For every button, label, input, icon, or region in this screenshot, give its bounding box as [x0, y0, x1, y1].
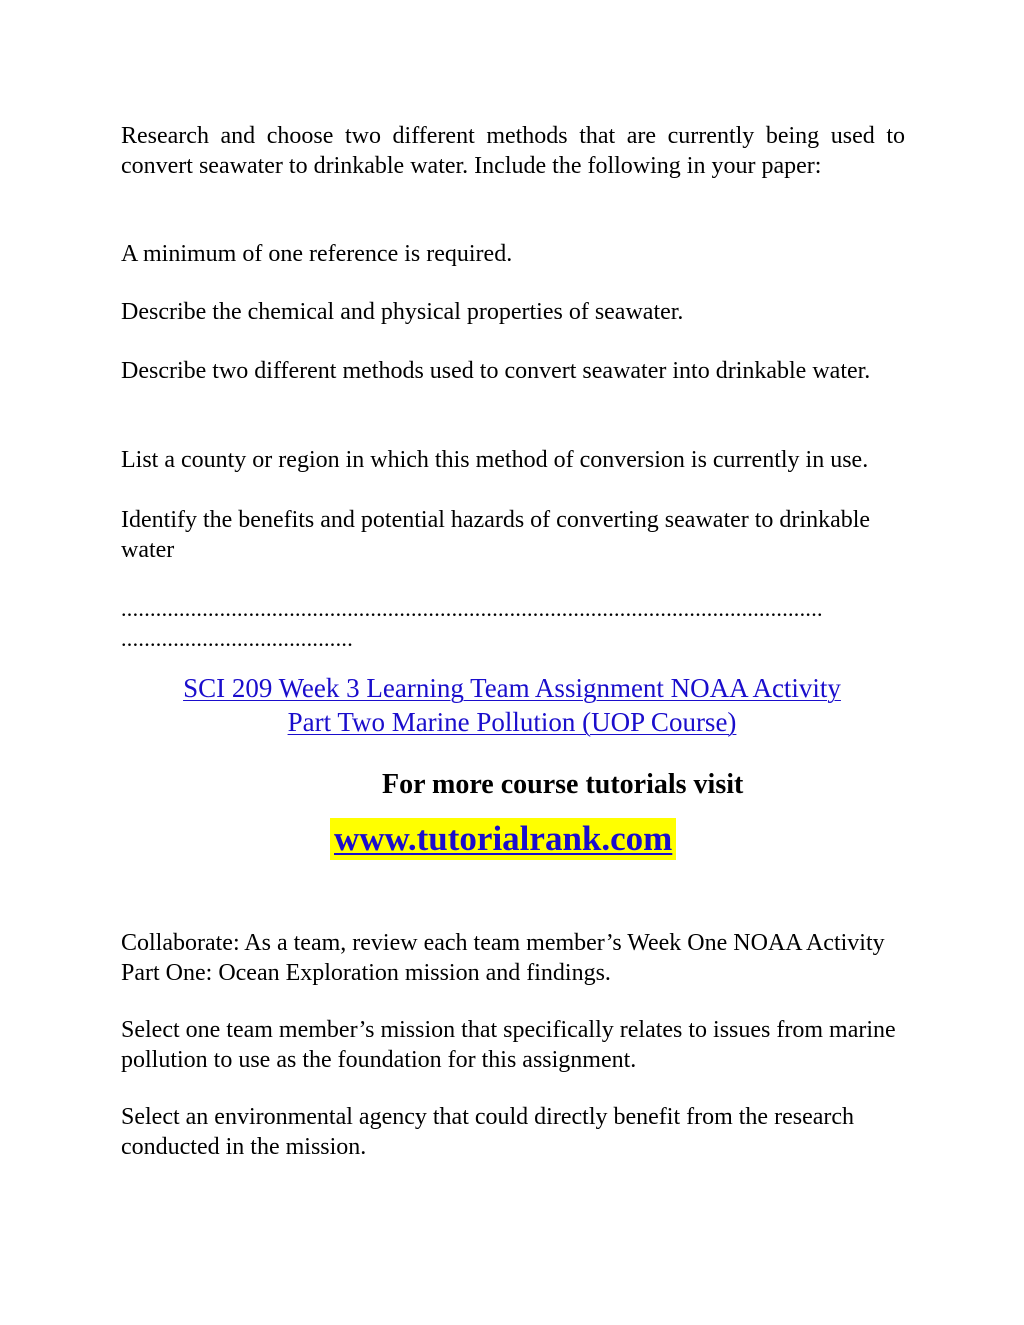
collaborate-paragraph: Collaborate: As a team, review each team member’s Week One NOAA Activity Part One: Ocean Exploration mission and findings.	[121, 930, 885, 986]
dotted-separator-line-2: ........................................	[121, 626, 353, 651]
dotted-separator-line-1: .........................................................................................................................	[121, 596, 823, 621]
select-mission-paragraph: Select one team member’s mission that specifically relates to issues from marine pollution to use as the foundation for this assignment.	[121, 1017, 896, 1073]
describe-properties-text: Describe the chemical and physical properties of seawater.	[121, 299, 684, 325]
course-title-link-line-1[interactable]: SCI 209 Week 3 Learning Team Assignment NOAA Activity	[183, 673, 841, 703]
website-link[interactable]: www.tutorialrank.com	[330, 818, 676, 860]
course-title-link-line-2[interactable]: Part Two Marine Pollution (UOP Course)	[287, 707, 737, 737]
select-agency-paragraph: Select an environmental agency that could directly benefit from the research conducted in the mission.	[121, 1104, 855, 1160]
describe-methods-text: Describe two different methods used to convert seawater into drinkable water.	[121, 358, 871, 384]
list-region-text: List a county or region in which this method of conversion is currently in use.	[121, 447, 869, 473]
identify-benefits-text: Identify the benefits and potential hazards of converting seawater to drinkable water	[121, 507, 871, 563]
visit-tutorials-text: For more course tutorials visit	[382, 769, 744, 800]
reference-requirement-text: A minimum of one reference is required.	[121, 241, 513, 267]
assignment-intro-paragraph: Research and choose two different methods that are currently being used to convert seawater to drinkable water. Include the following in your paper:	[121, 123, 905, 179]
